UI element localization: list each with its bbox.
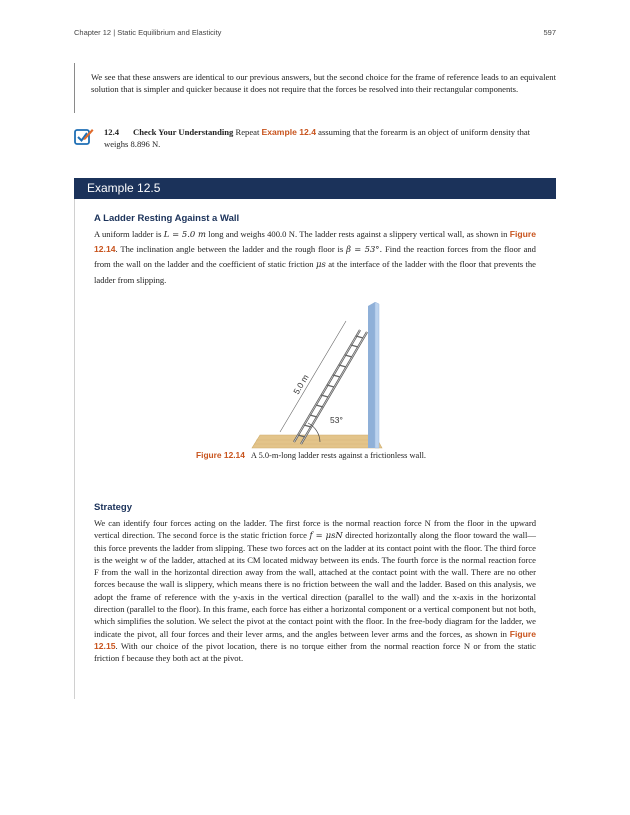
friction-math: f = μsN — [309, 530, 343, 541]
problem-paragraph — [94, 227, 536, 288]
mu-math: μs — [316, 259, 326, 270]
checkbox-pencil-icon — [74, 126, 94, 146]
strategy-paragraph — [94, 517, 536, 665]
p1-text-c: . The inclination angle between the ladder and the rough floor is — [115, 244, 344, 255]
cyu-title: Check Your Understanding — [133, 127, 234, 137]
length-math: L = 5.0 m — [163, 229, 206, 239]
p1-text-e: at the interface of the ladder with the floor that prevents the ladder from slipping. — [94, 259, 536, 285]
figure-15-link[interactable]: Figure 12.15 — [94, 628, 536, 651]
strategy-text-1: We can identify four forces acting on the ladder. The first force is the normal reaction force N from the floor in the upward vertical direction. The second force is the static friction force — [94, 518, 536, 541]
figure-caption — [196, 450, 446, 461]
example-banner: Example 12.5 — [74, 178, 556, 199]
cyu-pre: Repeat — [235, 127, 260, 137]
note-text: We see that these answers are identical to our previous answers, but the second choice for the frame of reference leads to an equivalent solution that is simpler and quicker because it does not require that the forces be resolved into their rectangular components. — [91, 72, 556, 95]
floor — [252, 435, 382, 448]
cyu-number: 12.4 — [104, 127, 120, 137]
page-number: 597 — [543, 28, 556, 37]
p1-text-b: long and weighs 400.0 N. The ladder rests against a slippery vertical wall, as shown in — [208, 229, 508, 239]
strategy-heading: Strategy — [94, 502, 133, 513]
ladder-figure — [250, 302, 390, 450]
wall-edge — [368, 302, 375, 448]
example-link[interactable]: Example 12.4 — [261, 127, 316, 137]
example-subtitle: A Ladder Resting Against a Wall — [94, 213, 240, 224]
figure-link[interactable]: Figure 12.14 — [94, 229, 536, 255]
running-head — [74, 28, 556, 37]
angle-label: 53° — [330, 415, 343, 425]
length-label: 5.0 m — [291, 372, 311, 397]
cyu-post: assuming that the forearm is an object of uniform density that weighs 8.896 N. — [104, 127, 531, 150]
chapter-title: Chapter 12 | Static Equilibrium and Elasticity — [74, 28, 222, 37]
strategy-text-2: directed horizontally along the floor toward the wall—this force prevents the ladder from slipping. These two forces act on the ladder at its contact point with the floor. The third force is the weight w of the ladder, attached at its CM located midway between its ends. The fourth force is the normal reaction force F from the wall in the horizontal direction away from the wall, attached at the contact point with the wall. There are no other forces because the wall is slippery, which means there is no friction between the wall and the ladder. Based on this analysis, we adopt the frame of reference with the y-axis in the vertical direction (parallel to the wall) and the x-axis in the horizontal direction (parallel to the floor). In this frame, each force has either a horizontal component or a vertical component but not both, which simplifies the solution. We select the pivot at the contact point with the floor. In the free-body diagram for the ladder, we indicate the pivot, all four forces and their lever arms, and the angles between lever arms and the forces, as shown in — [94, 530, 537, 639]
note-block — [74, 63, 556, 113]
p1-text-a: A uniform ladder is — [94, 229, 162, 239]
angle-math: β = 53°. — [346, 244, 383, 255]
wall — [375, 302, 379, 448]
p1-text-d: Find the reaction forces from the floor and from the wall on the ladder and the coefficient of static friction — [94, 244, 536, 270]
caption-number: Figure 12.14 — [196, 450, 245, 460]
caption-text: A 5.0-m-long ladder rests against a frictionless wall. — [250, 451, 427, 460]
strategy-text-3: . With our choice of the pivot location, there is no torque either from the normal reaction force N or from the static friction f because they both act at the pivot. — [94, 640, 536, 664]
